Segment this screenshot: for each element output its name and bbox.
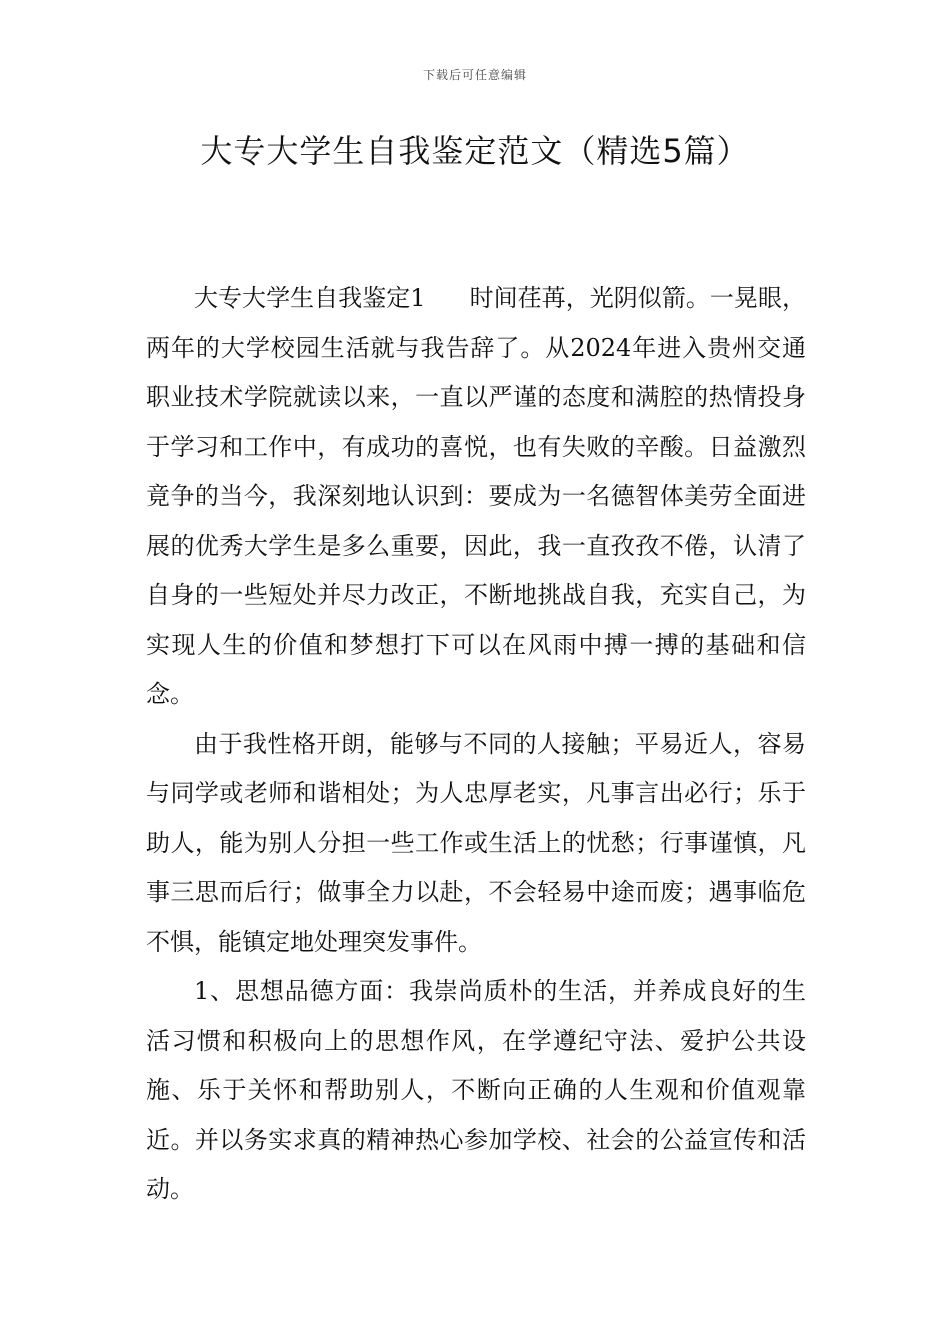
- document-body: [146, 274, 806, 1215]
- header-note: 下载后可任意编辑: [422, 68, 527, 82]
- section-heading: 大专大学生自我鉴定1: [194, 284, 426, 312]
- paragraph-2: 由于我性格开朗，能够与不同的人接触；平易近人，容易与同学或老师和谐相处；为人忠厚老实，凡事言出必行；乐于助人，能为别人分担一些工作或生活上的忧愁；行事谨慎，凡事三思而后行；做事全力以赴，不会轻易中途而废；遇事临危不惧，能镇定地处理突发事件。: [146, 729, 806, 956]
- paragraph-3: 1、思想品德方面：我崇尚质朴的生活，并养成良好的生活习惯和积极向上的思想作风，在学遵纪守法、爱护公共设施、乐于关怀和帮助别人，不断向正确的人生观和价值观靠近。并以务实求真的精神热心参加学校、社会的公益宣传和活动。: [146, 977, 806, 1203]
- paragraph-1: [146, 274, 806, 720]
- document-title: 大专大学生自我鉴定范文（精选5篇）: [200, 132, 750, 170]
- paragraph-1-text: 时间荏苒，光阴似箭。一晃眼，两年的大学校园生活就与我告辞了。从2024年进入贵州交通职业技术学院就读以来，一直以严谨的态度和满腔的热情投身于学习和工作中，有成功的喜悦，也有失败的辛酸。日益激烈竟争的当今，我深刻地认识到：要成为一名德智体美劳全面进展的优秀大学生是多么重要，因此，我一直孜孜不倦，认清了自身的一些短处并尽力改正，不断地挑战自我，充实自己，为实现人生的价值和梦想打下可以在风雨中搏一搏的基础和信念。: [146, 284, 806, 708]
